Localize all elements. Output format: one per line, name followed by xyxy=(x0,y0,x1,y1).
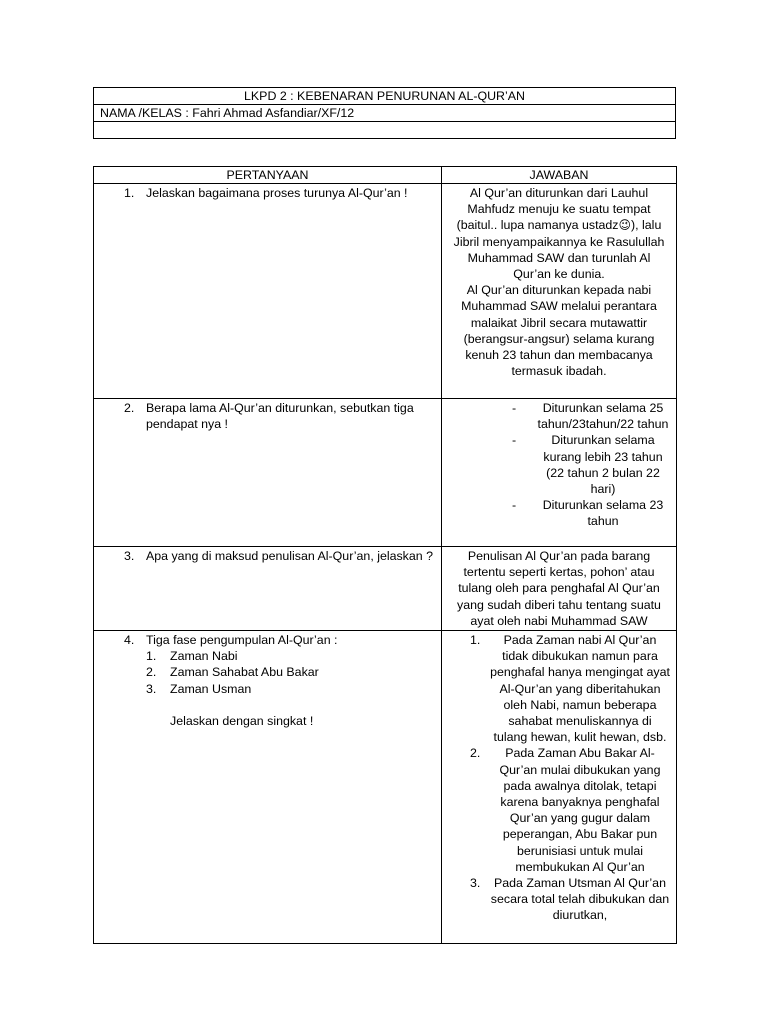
dash-bullet: - xyxy=(512,498,517,513)
table-row xyxy=(94,547,677,631)
phase-list xyxy=(146,648,437,697)
question-text: Tiga fase pengumpulan Al-Qur’an : xyxy=(146,633,338,648)
answer-text: Diturunkan selama kurang lebih 23 tahun (22 tahun 2 bulan 22 hari) xyxy=(543,433,663,497)
answer-text: Pada Zaman nabi Al Qur’an tidak dibukukan namun para penghafal hanya mengingat ayat Al-Qur’an yang diberitahukan oleh Nabi, namun beberapa sahabat menuliskannya di tulang hewan, kulit hewan, dsb. xyxy=(490,633,670,745)
header-table xyxy=(93,87,676,139)
question-cell-1 xyxy=(94,184,442,399)
list-item xyxy=(442,432,676,497)
answer-paragraph-2: Al Qur’an diturunkan kepada nabi Muhammad SAW melalui perantara malaikat Jibril secara mutawattir (berangsur-angsur) selama kurang kenuh 23 tahun dan membacanya termasuk ibadah. xyxy=(461,283,657,379)
blank-row xyxy=(94,122,676,139)
list-item xyxy=(442,400,676,432)
question-text: Apa yang di maksud penulisan Al-Qur’an, jelaskan ? xyxy=(146,549,433,563)
column-header-answer: JAWABAN xyxy=(442,167,677,184)
question-text: Jelaskan bagaimana proses turunya Al-Qur’an ! xyxy=(146,186,408,200)
list-item xyxy=(442,497,676,529)
table-row xyxy=(94,631,677,944)
list-item xyxy=(442,875,672,924)
table-row xyxy=(94,399,677,547)
wink-emoji-icon: 😉 xyxy=(618,218,632,233)
dash-bullet: - xyxy=(512,433,517,448)
qa-table xyxy=(93,166,677,944)
question-number: 3. xyxy=(124,549,135,563)
list-number: 1. xyxy=(146,649,157,664)
list-number: 1. xyxy=(470,633,481,648)
column-header-question: PERTANYAAN xyxy=(94,167,442,184)
answer-cell-2 xyxy=(442,399,677,547)
name-class-field: NAMA /KELAS : Fahri Ahmad Asfandiar/XF/12 xyxy=(94,105,676,122)
answer-list xyxy=(442,400,676,530)
answer-cell-3: Penulisan Al Qur’an pada barang tertentu seperti kertas, pohon’ atau tulang oleh para penghafal Al Qur’an yang sudah diberi tahu tentang suatu ayat oleh nabi Muhammad SAW xyxy=(442,547,677,631)
list-item xyxy=(146,681,437,697)
question-cell-3 xyxy=(94,547,442,631)
answer-text: ), lalu Jibril menyampaikannya ke Rasulullah Muhammad SAW dan turunlah Al Qur’an ke dunia. xyxy=(453,218,665,282)
list-number: 2. xyxy=(470,746,481,761)
list-item xyxy=(146,664,437,680)
answer-cell-4 xyxy=(442,631,677,944)
list-number: 3. xyxy=(146,681,157,696)
list-text: Zaman Usman xyxy=(170,681,252,696)
answer-text: Pada Zaman Utsman Al Qur’an secara total telah dibukukan dan diurutkan, xyxy=(490,876,670,923)
question-text: Berapa lama Al-Qur’an diturunkan, sebutkan tiga pendapat nya ! xyxy=(146,401,414,432)
answer-text: Diturunkan selama 25 tahun/23tahun/22 tahun xyxy=(537,401,669,432)
answer-text: Diturunkan selama 23 tahun xyxy=(542,498,664,529)
table-header-row xyxy=(94,167,677,184)
question-number: 2. xyxy=(124,401,135,415)
answer-cell-1 xyxy=(442,184,677,399)
answer-text: Al Qur’an diturunkan dari Lauhul Mahfudz menuju ke suatu tempat (baitul.. lupa namanya ustadz xyxy=(456,186,651,233)
dash-bullet: - xyxy=(512,401,517,415)
instruction-note: Jelaskan dengan singkat ! xyxy=(170,713,314,728)
question-number: 1. xyxy=(124,186,135,200)
list-item xyxy=(146,648,437,664)
list-item xyxy=(442,745,672,875)
question-number: 4. xyxy=(124,633,135,648)
answer-paragraph-1 xyxy=(448,185,670,282)
question-cell-4 xyxy=(94,631,442,944)
list-number: 3. xyxy=(470,876,481,891)
answer-list xyxy=(442,632,672,924)
table-row xyxy=(94,184,677,399)
list-item xyxy=(442,632,672,745)
document-title: LKPD 2 : KEBENARAN PENURUNAN AL-QUR’AN xyxy=(94,88,676,105)
list-number: 2. xyxy=(146,665,157,680)
list-text: Zaman Nabi xyxy=(170,649,238,664)
question-cell-2 xyxy=(94,399,442,547)
list-text: Zaman Sahabat Abu Bakar xyxy=(170,665,319,680)
answer-text: Pada Zaman Abu Bakar Al-Qur’an mulai dibukukan yang pada awalnya ditolak, tetapi karena banyaknya penghafal Qur’an yang gugur dalam peperangan, Abu Bakar pun berunisiasi untuk mulai membukukan Al Qur’an xyxy=(499,746,661,874)
